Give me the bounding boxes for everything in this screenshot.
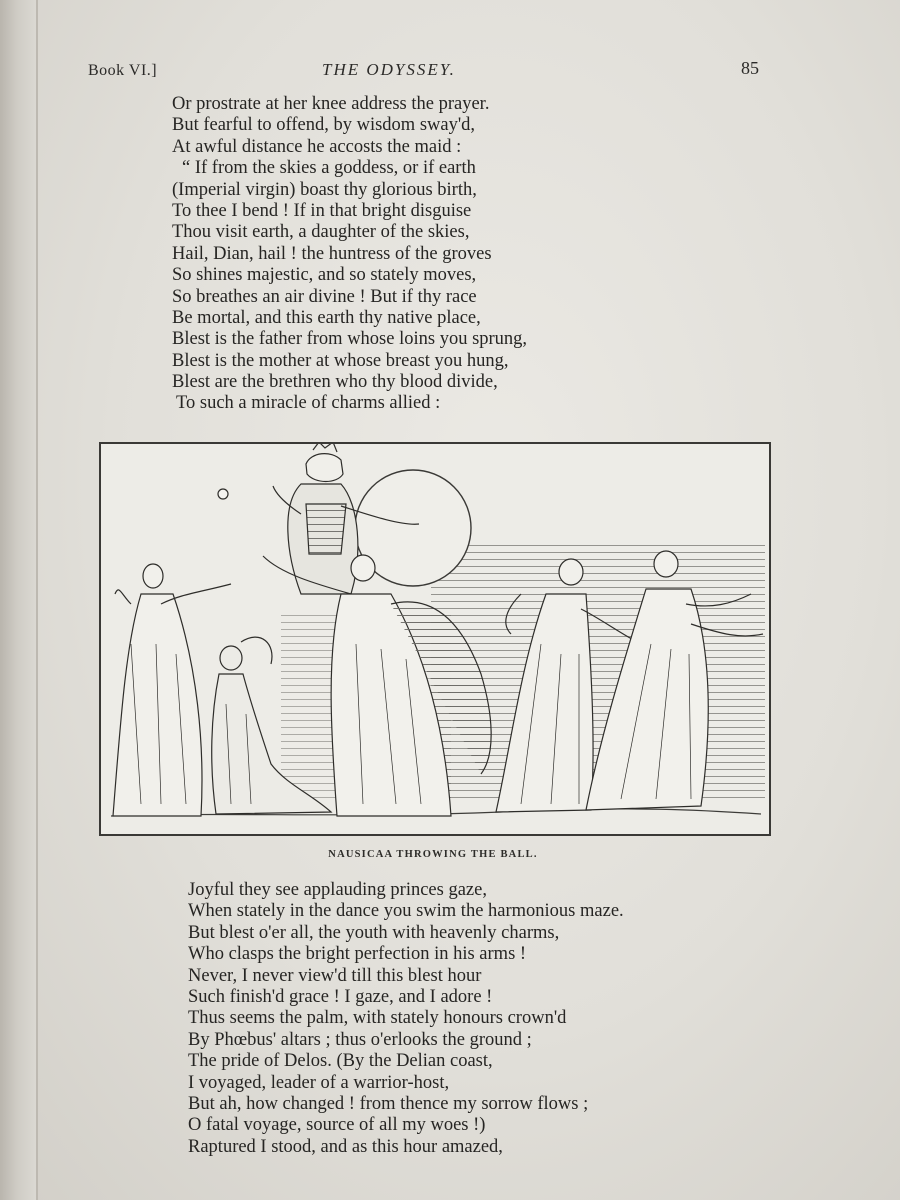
- verse-line: “ If from the skies a goddess, or if earth: [182, 158, 476, 179]
- verse-line: Or prostrate at her knee address the prayer.: [172, 94, 490, 114]
- verse-line: Blest is the father from whose loins you sprung,: [172, 329, 528, 350]
- verse-line: Raptured I stood, and as this hour amazed,: [188, 1136, 503, 1157]
- verse-line: Never, I never view'd till this blest hour: [188, 965, 482, 986]
- page-number: 85: [741, 58, 759, 78]
- verse-line: Be mortal, and this earth thy native place,: [172, 307, 481, 328]
- verse-line: Who clasps the bright perfection in his arms !: [188, 944, 527, 965]
- running-header: [0, 58, 900, 88]
- page-edge: [36, 0, 38, 1200]
- verse-line: Joyful they see applauding princes gaze,: [188, 880, 487, 900]
- figure-caption: NAUSICAA THROWING THE BALL.: [328, 849, 538, 860]
- verse-line: (Imperial virgin) boast thy glorious birth,: [172, 179, 477, 200]
- verse-line: To thee I bend ! If in that bright disguise: [172, 200, 472, 221]
- verse-line: The pride of Delos. (By the Delian coast,: [188, 1051, 493, 1072]
- engraving-drawing: [101, 444, 769, 834]
- verse-line: But blest o'er all, the youth with heavenly charms,: [188, 922, 560, 943]
- book-number: Book VI.]: [88, 62, 158, 79]
- verse-line: I voyaged, leader of a warrior-host,: [188, 1072, 450, 1093]
- verse-line: Thus seems the palm, with stately honours crown'd: [188, 1008, 567, 1029]
- verse-line: By Phœbus' altars ; thus o'erlooks the ground ;: [188, 1029, 532, 1050]
- verse-line: Blest are the brethren who thy blood divide,: [172, 372, 498, 393]
- verse-line: To such a miracle of charms allied :: [176, 393, 441, 414]
- verse-line: So breathes an air divine ! But if thy race: [172, 286, 477, 307]
- verse-line: So shines majestic, and so stately moves,: [172, 265, 477, 286]
- verse-line: O fatal voyage, source of all my woes !): [188, 1115, 486, 1136]
- verse-block-top: [172, 94, 527, 415]
- ball: [218, 489, 228, 499]
- verse-line: At awful distance he accosts the maid :: [172, 136, 462, 157]
- verse-line: Hail, Dian, hail ! the huntress of the groves: [172, 243, 492, 264]
- verse-line: But ah, how changed ! from thence my sorrow flows ;: [188, 1093, 589, 1114]
- verse-line: Such finish'd grace ! I gaze, and I adore !: [188, 986, 493, 1007]
- verse-line: Thou visit earth, a daughter of the skies,: [172, 222, 470, 243]
- engraving-illustration: [99, 442, 771, 836]
- verse-line: But fearful to offend, by wisdom sway'd,: [172, 115, 476, 136]
- verse-line: When stately in the dance you swim the harmonious maze.: [188, 901, 624, 922]
- verse-block-bottom: [188, 880, 624, 1158]
- verse-line: Blest is the mother at whose breast you hung,: [172, 350, 509, 371]
- book-gutter: [0, 0, 38, 1200]
- running-title: THE ODYSSEY.: [322, 60, 456, 79]
